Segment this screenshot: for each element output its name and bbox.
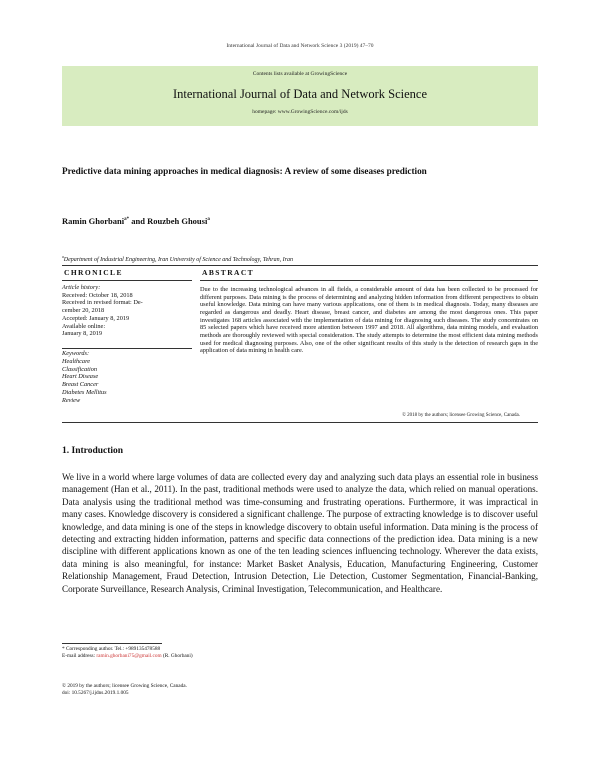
footnote-divider: [62, 643, 162, 644]
email-suffix: (R. Ghorbani): [161, 653, 193, 660]
revised-date-line: Received in revised format: De-: [62, 299, 143, 307]
divider-keywords: [62, 348, 192, 349]
keywords-list: [62, 350, 192, 405]
article-history: [62, 284, 192, 338]
revised-date-line: cember 20, 2018: [62, 307, 105, 315]
journal-header-band: [62, 66, 538, 126]
author-list: [62, 216, 210, 226]
footnotes: [62, 646, 193, 661]
chronicle-heading: CHRONICLE: [64, 268, 123, 277]
online-date-line: January 8, 2019: [62, 330, 103, 338]
author-affil-mark: a*: [124, 217, 130, 223]
affiliation-mark: a: [62, 254, 64, 259]
article-title: Predictive data mining approaches in medical diagnosis: A review of some diseases prediction: [62, 166, 427, 176]
keyword-item: Heart Disease: [62, 373, 99, 381]
running-head: International Journal of Data and Network Science 3 (2019) 47–70: [226, 43, 374, 49]
journal-name: International Journal of Data and Network Science: [172, 87, 428, 101]
email-label: E-mail address:: [62, 653, 97, 660]
keyword-item: Review: [62, 396, 81, 404]
email-line: [62, 653, 193, 660]
received-date: Received: October 18, 2018: [62, 291, 133, 299]
divider-top: [62, 265, 538, 266]
author-name: Rouzbeh Ghousi: [147, 216, 208, 226]
divider-bottom: [62, 422, 538, 423]
corresponding-author: * Corresponding author. Tel.: +989135478588: [62, 646, 161, 652]
keyword-item: Healthcare: [62, 357, 91, 365]
divider-abstract: [200, 280, 538, 281]
affiliation-text: Department of Industrial Engineering, Iran University of Science and Technology, Tehran, Iran: [63, 257, 293, 263]
footer-doi: doi: 10.5267/j.ijdns.2019.1.005: [62, 690, 129, 697]
abstract-heading: ABSTRACT: [202, 268, 255, 277]
homepage-label: homepage:: [252, 109, 278, 115]
divider-chronicle: [62, 280, 192, 281]
email-link[interactable]: ramin.ghorbani75@gmail.com: [96, 653, 162, 660]
affiliation: [62, 254, 462, 263]
author-name: Ramin Ghorbani: [62, 216, 125, 226]
keywords-label: Keywords:: [62, 350, 90, 357]
keyword-item: Classification: [62, 365, 97, 373]
accepted-date: Accepted: January 8, 2019: [62, 314, 130, 322]
keyword-item: Diabetes Mellitus: [62, 388, 107, 396]
online-date-line: Available online:: [62, 322, 106, 330]
homepage-line: [62, 109, 538, 115]
author-affil-mark: a: [207, 217, 210, 223]
contents-line: Contents lists available at GrowingScience: [252, 71, 348, 77]
keyword-item: Breast Cancer: [62, 381, 99, 389]
homepage-link[interactable]: www.GrowingScience.com/ijds: [277, 109, 348, 115]
history-label: Article history:: [62, 284, 101, 291]
page-footer: [62, 683, 187, 698]
introduction-heading: 1. Introduction: [62, 446, 124, 456]
abstract-copyright: © 2018 by the authors; licensee Growing Science, Canada.: [402, 413, 520, 418]
introduction-paragraph: We live in a world where large volumes of data are collected every day and analyzing such data plays an essential role in business management (Han et al., 2011). In the past, traditional methods were used to analyze the data, which relied on manual operations. Data analysis using the traditional method was time-consuming and frustrating operations. Furthermore, it was impractical in many cases. Knowledge discovery is considered a significant challenge. The purpose of extracting knowledge is to discover useful knowledge, and data mining is one of the steps in knowledge discovery to obtain useful information. Data mining is the process of detecting and extracting hidden information, patterns and specific data connections of the prediction idea. Data mining is a new discipline with different applications known as one of the ten leading sciences influencing technology. Wherever the data exists, data mining is also meaningful, for instance: Market Basket Analysis, Education, Manufacturing Engineering, Customer Relationship Management, Fraud Detection, Intrusion Detection, Lie Detection, Customer Segmentation, Financial-Banking, Corporate Surveillance, Research Analysis, Criminal Investigation, Telecommunication, and Healthcare.: [62, 472, 538, 594]
author-separator: and: [129, 216, 148, 226]
footer-copyright: © 2019 by the authors; licensee Growing Science, Canada.: [62, 683, 187, 689]
abstract-text: Due to the increasing technological advances in all fields, a considerable amount of data has been collected to be processed for different purposes. Data mining is the process of determining and analyzing hidden information from different perspectives to obtain useful knowledge. Data mining can have many various applications, one of them is in medical diagnosis. Today, many diseases are regarded as dangerous and deadly. Heart disease, breast cancer, and diabetes are among the most dangerous ones. This paper investigates 168 articles associated with the implementation of data mining for diagnosing such diseases. The study concentrates on 85 selected papers which have received more attention between 1997 and 2018. All algorithms, data mining models, and evaluation methods are thoroughly reviewed with special consideration. The study attempts to determine the most efficient data mining methods used for medical diagnosing purposes. Also, one of the other significant results of this study is the detection of research gaps in the application of data mining in health care.: [200, 286, 538, 355]
